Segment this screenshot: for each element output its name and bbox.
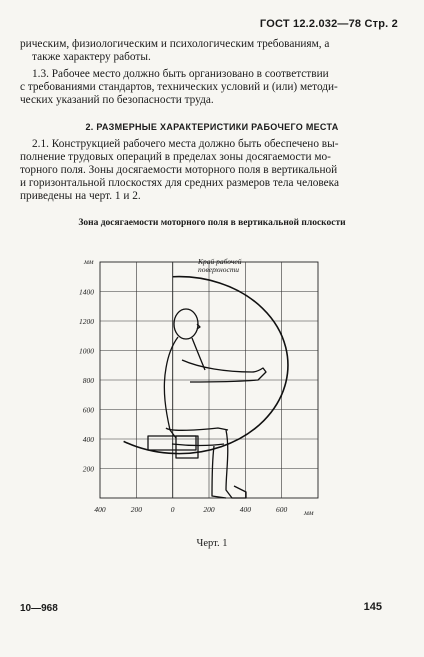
paragraph-line: и горизонтальной плоскостях для средних размеров тела человека <box>20 177 339 189</box>
x-tick-label: 600 <box>276 505 288 514</box>
x-tick-label: 200 <box>130 505 142 514</box>
page-number: 145 <box>363 601 382 613</box>
paragraph-line: рическим, физиологическим и психологическим требованиям, а <box>20 38 330 50</box>
annotation-line-1: Край рабочей <box>198 257 242 266</box>
paragraph-line: 2.1. Конструкцией рабочего места должно быть обеспечено вы- <box>32 138 339 150</box>
y-axis-ticks <box>79 288 94 474</box>
paragraph-2 <box>20 68 400 107</box>
footer-code: 10—968 <box>20 603 58 614</box>
figure-head <box>174 309 198 339</box>
x-tick-label: 200 <box>203 505 215 514</box>
x-axis-ticks <box>94 505 287 514</box>
figure-arm <box>182 360 266 382</box>
figure-thigh-top <box>166 428 228 430</box>
x-tick-label: 400 <box>94 505 106 514</box>
paragraph-line: ческих указаний по безопасности труда. <box>20 94 214 106</box>
y-unit-label: мм <box>84 257 94 266</box>
paragraph-1 <box>20 38 400 64</box>
y-tick-label: 400 <box>82 435 94 444</box>
diagram-grid <box>100 262 318 498</box>
reach-zone-arc <box>124 277 288 454</box>
paragraph-line: также характеру работы. <box>32 51 151 63</box>
x-unit-label: мм <box>304 508 314 517</box>
paragraph-line: торного поля. Зоны досягаемости моторного поля в вертикальной <box>20 164 338 176</box>
y-tick-label: 1000 <box>79 346 94 356</box>
y-tick-label: 800 <box>82 376 94 385</box>
figure-caption: Зона досягаемости моторного поля в вертикальной плоскости <box>78 218 346 228</box>
seated-person-figure <box>148 309 266 498</box>
y-tick-label: 200 <box>82 464 94 474</box>
annotation-line-2: поверхности <box>198 265 239 274</box>
y-tick-label: 1200 <box>79 317 94 326</box>
paragraph-line: 1.3. Рабочее место должно быть организовано в соответствии <box>32 68 329 80</box>
page-header: ГОСТ 12.2.032—78 Стр. 2 <box>259 18 398 30</box>
figure-label: Черт. 1 <box>196 538 228 549</box>
x-tick-label: 0 <box>170 505 175 514</box>
figure-back <box>164 337 178 438</box>
y-tick-label: 600 <box>82 405 94 415</box>
paragraph-3 <box>20 138 400 203</box>
reach-zone-diagram <box>0 240 424 532</box>
figure-shin-back <box>212 446 226 498</box>
paragraph-line: полнение трудовых операций в пределах зоны досягаемости мо- <box>20 151 331 163</box>
y-tick-label: 1400 <box>79 287 94 297</box>
seat <box>148 436 196 450</box>
paragraph-line: с требованиями стандартов, технических условий и (или) методи- <box>20 81 338 93</box>
section-title: 2. РАЗМЕРНЫЕ ХАРАКТЕРИСТИКИ РАБОЧЕГО МЕСТА <box>85 122 339 132</box>
paragraph-line: приведены на черт. 1 и 2. <box>20 190 141 202</box>
x-tick-label: 400 <box>239 505 251 514</box>
